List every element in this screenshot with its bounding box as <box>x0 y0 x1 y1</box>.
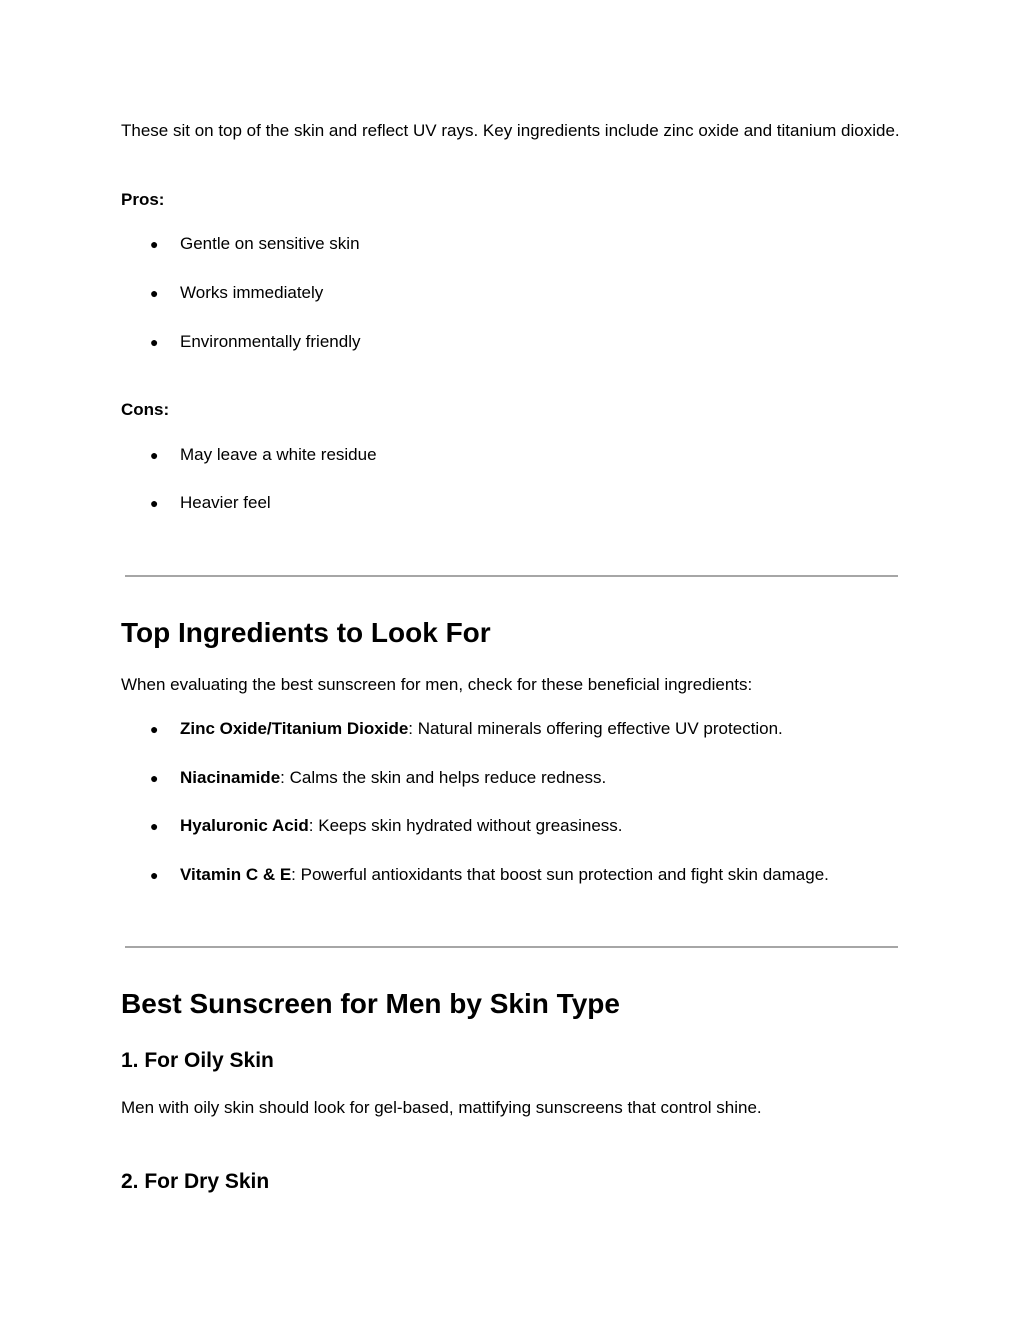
ingredient-description: : Natural minerals offering effective UV protection. <box>408 719 783 738</box>
bullet-icon: ● <box>150 721 159 737</box>
bullet-icon: ● <box>150 285 159 301</box>
list-item <box>150 766 606 790</box>
horizontal-divider <box>125 575 898 577</box>
ingredient-name: Zinc Oxide/Titanium Dioxide <box>180 719 409 738</box>
list-item <box>150 863 829 887</box>
bullet-icon: ● <box>150 818 159 834</box>
list-item <box>150 443 377 467</box>
ingredient-description: : Calms the skin and helps reduce redness. <box>280 768 607 787</box>
bullet-icon: ● <box>150 447 159 463</box>
list-item <box>150 330 360 354</box>
ingredient-description: : Powerful antioxidants that boost sun protection and fight skin damage. <box>291 865 829 884</box>
list-item-text: Environmentally friendly <box>180 332 361 351</box>
bullet-icon: ● <box>150 334 159 350</box>
list-item <box>150 491 271 515</box>
bullet-icon: ● <box>150 236 159 252</box>
bullet-icon: ● <box>150 867 159 883</box>
list-item-text: Gentle on sensitive skin <box>180 234 360 253</box>
list-item-text: Works immediately <box>180 283 324 302</box>
section-intro: When evaluating the best sunscreen for men, check for these beneficial ingredients: <box>121 675 753 694</box>
cons-label: Cons: <box>121 400 170 419</box>
bullet-icon: ● <box>150 770 159 786</box>
ingredient-name: Vitamin C & E <box>180 865 292 884</box>
bullet-icon: ● <box>150 495 159 511</box>
list-item-text: Heavier feel <box>180 493 271 512</box>
list-item <box>150 717 783 741</box>
ingredient-name: Hyaluronic Acid <box>180 816 309 835</box>
list-item-text: May leave a white residue <box>180 445 377 464</box>
ingredient-description: : Keeps skin hydrated without greasiness. <box>308 816 623 835</box>
subsection-heading: 2. For Dry Skin <box>121 1170 270 1193</box>
list-item <box>150 814 623 838</box>
subsection-text: Men with oily skin should look for gel-based, mattifying sunscreens that control shine. <box>121 1098 762 1117</box>
section-heading: Top Ingredients to Look For <box>121 617 491 648</box>
list-item <box>150 232 360 256</box>
section-heading: Best Sunscreen for Men by Skin Type <box>121 988 620 1019</box>
ingredient-name: Niacinamide <box>180 768 281 787</box>
intro-paragraph: These sit on top of the skin and reflect UV rays. Key ingredients include zinc oxide and titanium dioxide. <box>121 121 900 140</box>
list-item <box>150 281 323 305</box>
subsection-heading: 1. For Oily Skin <box>121 1049 274 1072</box>
horizontal-divider <box>125 946 898 948</box>
pros-label: Pros: <box>121 190 165 209</box>
